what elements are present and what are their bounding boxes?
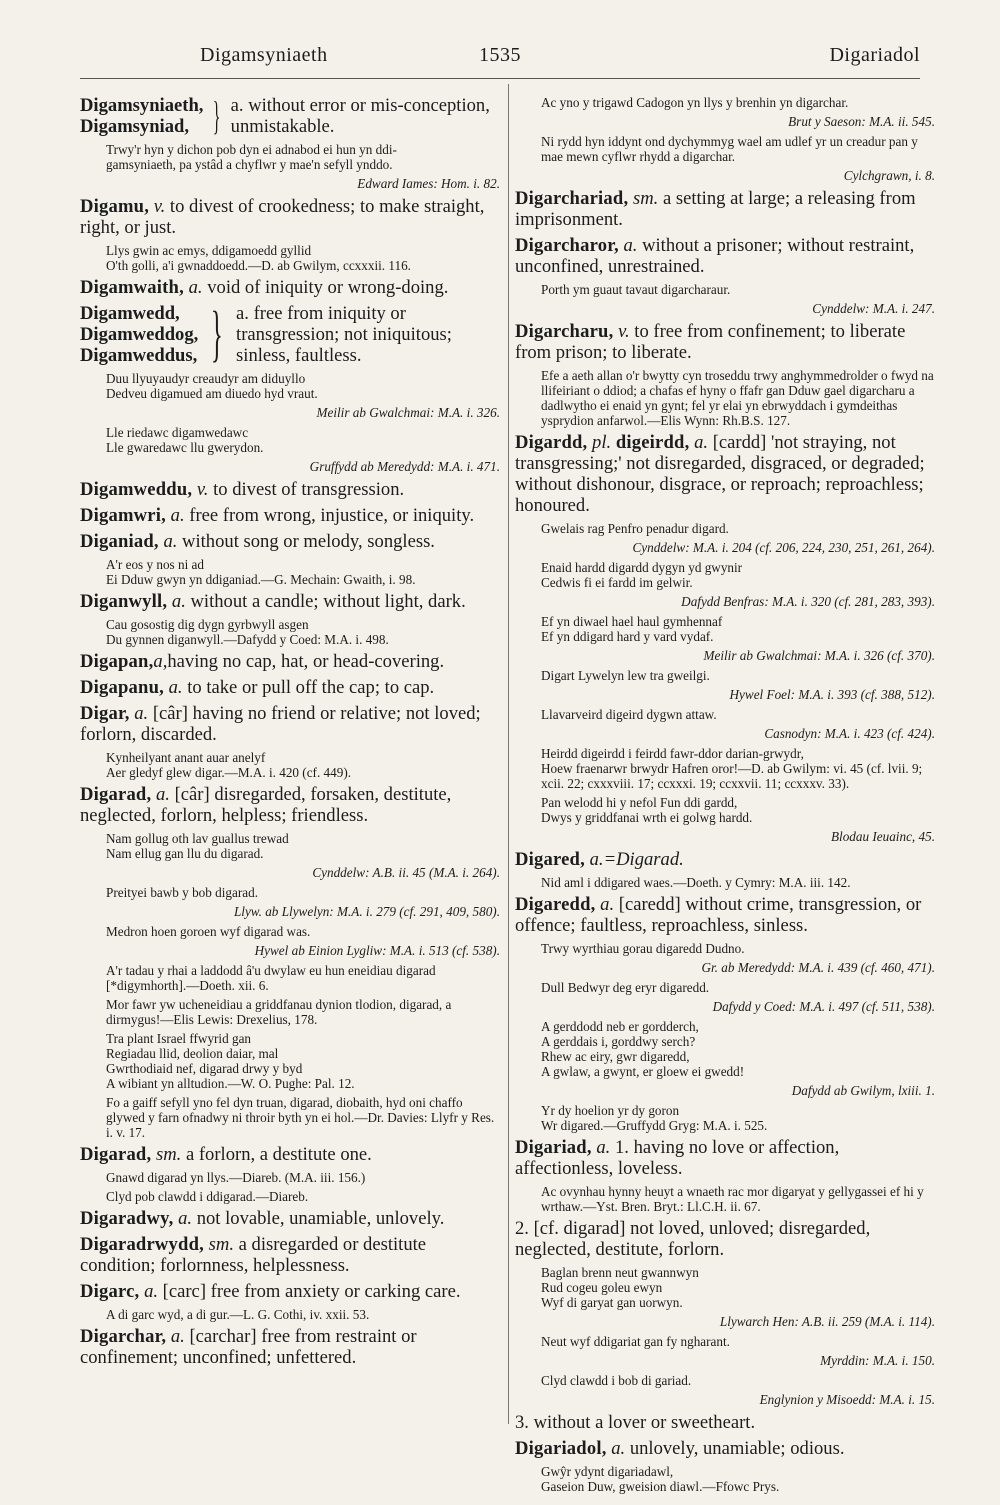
entry-digardd bbox=[515, 432, 935, 516]
left-column bbox=[80, 95, 500, 1435]
brace: } bbox=[211, 300, 224, 368]
definition: [câr] having no friend or relative; not loved; forlorn, discarded. bbox=[80, 703, 481, 745]
definition: [cardd] 'not straying, not transgressing;' not disregarded, disgraced, or degraded; without dishonour, disgrace, or reproach; reproachless; honoured. bbox=[515, 432, 925, 516]
entry-digarcharu bbox=[515, 321, 935, 363]
quotation: Fo a gaiff sefyll yno fel dyn truan, digarad, diobaith, hyd oni chaffo glywed y farn ofnadwy ni throir byth yn ei hol.—Dr. Davies: Llyfr y Res. i. v. 17. bbox=[106, 1095, 495, 1140]
quotation: Porth ym guaut tavaut digarcharaur. bbox=[541, 282, 731, 297]
headword: Digarad, bbox=[80, 784, 152, 805]
definition: not lovable, unamiable, unlovely. bbox=[196, 1208, 445, 1229]
part-of-speech: v. bbox=[196, 479, 209, 500]
entry-digapan bbox=[80, 651, 500, 672]
part-of-speech: a. bbox=[596, 1137, 611, 1158]
part-of-speech: a. bbox=[170, 1326, 185, 1347]
quotation: A gerddodd neb er gordderch, A gerddais i, gorddwy serch? Rhew ac eiry, gwr digaredd, A gwlaw, a gwynt, er gloew ei gwedd! bbox=[541, 1019, 745, 1079]
quotation: A'r tadau y rhai a laddodd â'u dwylaw eu hun eneidiau digarad [*digymhorth].—Doeth. xii. 6. bbox=[106, 963, 436, 993]
headword: Digaradrwydd, bbox=[80, 1234, 204, 1255]
definition: a setting at large; a releasing from imprisonment. bbox=[515, 188, 916, 230]
part-of-speech: a, bbox=[153, 651, 168, 672]
part-of-speech: a. bbox=[134, 703, 149, 724]
definition: free from wrong, injustice, or iniquity. bbox=[189, 505, 475, 526]
part-of-speech: a. bbox=[163, 531, 178, 552]
citation: Cynddelw: M.A. i. 204 (cf. 206, 224, 230, 251, 261, 264). bbox=[632, 540, 935, 555]
quotation: Medron hoen goroen wyf digarad was. bbox=[106, 924, 311, 939]
headword: Digarchariad, bbox=[515, 188, 629, 209]
citation: Cylchgrawn, i. 8. bbox=[843, 168, 935, 183]
headword: Digamwri, bbox=[80, 505, 166, 526]
quotation: Ac ovynhau hynny heuyt a wnaeth rac mor digaryat y gellygassei ef hi y wrthaw.—Yst. Bren. Bryt.: Ll.C.H. ii. 67. bbox=[541, 1184, 924, 1214]
entry-digarcharor bbox=[515, 235, 935, 277]
entry-digarad bbox=[80, 784, 500, 826]
entry-digaradwy bbox=[80, 1208, 500, 1229]
part-of-speech: a. bbox=[171, 591, 186, 612]
citation: Llyw. ab Llywelyn: M.A. i. 279 (cf. 291, 409, 580). bbox=[233, 904, 500, 919]
sense-2 bbox=[515, 1218, 935, 1260]
entry-digamwaith bbox=[80, 277, 500, 298]
quotation: Efe a aeth allan o'r bwytty cyn troseddu trwy anghymmedrolder o fwyd na llifeiriant o ddiod; a chafas ef hyny o ffafr gan Dduw gael digarcharu a dadlwytho ei enaid yn gynt; fel yr elai yn ebrwyddach i gymdeithas ysprydion anfarwol.—Elis Wynn: Rh.B.S. 127. bbox=[541, 368, 934, 428]
right-column bbox=[515, 95, 935, 1494]
quotation: A'r eos y nos ni ad Ei Dduw gwyn yn ddiganiad.—G. Mechain: Gwaith, i. 98. bbox=[106, 557, 416, 587]
entry-digarchar bbox=[80, 1326, 500, 1368]
definition: void of iniquity or wrong-doing. bbox=[207, 277, 449, 298]
part-of-speech: sm. bbox=[632, 188, 659, 209]
entry-digarad-sm bbox=[80, 1144, 500, 1165]
quotation: Ac yno y trigawd Cadogon yn llys y brenhin yn digarchar. bbox=[541, 95, 849, 110]
citation: Gr. ab Meredydd: M.A. i. 439 (cf. 460, 471). bbox=[701, 960, 935, 975]
entry-digariadol bbox=[515, 1438, 935, 1459]
citation: Meilir ab Gwalchmai: M.A. i. 326. bbox=[316, 405, 500, 420]
definition: [caredd] without crime, transgression, or offence; faultless, reproachless, sinless. bbox=[515, 894, 922, 936]
definition: to take or pull off the cap; to cap. bbox=[187, 677, 435, 698]
citation: Gruffydd ab Meredydd: M.A. i. 471. bbox=[309, 459, 500, 474]
part-of-speech: sm. bbox=[155, 1144, 182, 1165]
part-of-speech: a. bbox=[144, 1281, 159, 1302]
part-of-speech: sm. bbox=[208, 1234, 234, 1255]
quotation: Enaid hardd digardd dygyn yd gwynir Cedwis fi ei fardd im gelwir. bbox=[541, 560, 743, 590]
quotation: Cau gosostig dig dygn gyrbwyll asgen Du gynnen diganwyll.—Dafydd y Coed: M.A. i. 498. bbox=[106, 617, 389, 647]
definition: a. free from iniquity or transgression; not iniquitous; sinless, faultless. bbox=[236, 303, 452, 366]
headword: Digamsyniaeth, bbox=[80, 95, 204, 116]
headword: Digarcharor, bbox=[515, 235, 619, 256]
definition: to free from confinement; to liberate from prison; to liberate. bbox=[515, 321, 906, 363]
citation: Cynddelw: A.B. ii. 45 (M.A. i. 264). bbox=[312, 865, 500, 880]
definition: [cf. digarad] not loved, unloved; disregarded, neglected, destitute, forlorn. bbox=[515, 1218, 871, 1260]
entry-digared bbox=[515, 849, 935, 870]
quotation: Llavarveird digeird dygwn attaw. bbox=[541, 707, 717, 722]
definition: without a prisoner; without restraint, unconfined, unrestrained. bbox=[515, 235, 915, 277]
page-number: 1535 bbox=[479, 44, 521, 66]
part-of-speech: a. bbox=[589, 849, 604, 870]
quotation: Duu llyuyaudyr creaudyr am diduyllo Dedveu digamued am diuedo hyd vraut. bbox=[106, 371, 318, 401]
quotation: Trwy'r hyn y dichon pob dyn ei adnabod ei hun yn ddi- gamsyniaeth, pa ystâd a chyflwr y mae'n sefyll ynddo. bbox=[106, 142, 397, 172]
quotation: Gnawd digarad yn llys.—Diareb. (M.A. iii. 156.) bbox=[106, 1170, 366, 1185]
headword: Digarc, bbox=[80, 1281, 140, 1302]
quotation: Ef yn diwael hael haul gymhennaf Ef yn ddigard hard y vard vydaf. bbox=[541, 614, 723, 644]
headword: Digariad, bbox=[515, 1137, 592, 1158]
entry-digapanu bbox=[80, 677, 500, 698]
headword: Digar, bbox=[80, 703, 130, 724]
citation: Edward Iames: Hom. i. 82. bbox=[357, 176, 500, 191]
quotation: Dull Bedwyr deg eryr digaredd. bbox=[541, 980, 710, 995]
definition: =Digarad. bbox=[603, 849, 684, 870]
entry-digamsyniaeth bbox=[80, 95, 500, 137]
definition: 1. having no love or affection, affectionless, loveless. bbox=[515, 1137, 840, 1179]
entry-diganwyll bbox=[80, 591, 500, 612]
quotation: Ni rydd hyn iddynt ond dychymmyg wael am udlef yr un creadur pan y mae mewn cyflwr rhydd a digarchar. bbox=[541, 134, 918, 164]
quotation: Nid aml i ddigared waes.—Doeth. y Cymry: M.A. iii. 142. bbox=[541, 875, 851, 890]
citation: Myrddin: M.A. i. 150. bbox=[820, 1353, 935, 1368]
entry-digar bbox=[80, 703, 500, 745]
headword: Digamweddog, bbox=[80, 324, 199, 345]
part-of-speech: a. bbox=[170, 505, 185, 526]
sense-number: 3. bbox=[515, 1412, 529, 1433]
citation: Cynddelw: M.A. i. 247. bbox=[812, 301, 935, 316]
entry-diganiad bbox=[80, 531, 500, 552]
citation: Englynion y Misoedd: M.A. i. 15. bbox=[759, 1392, 935, 1407]
quotation: A di garc wyd, a di gur.—L. G. Cothi, iv. xxii. 53. bbox=[106, 1307, 370, 1322]
definition: having no cap, hat, or head-covering. bbox=[167, 651, 445, 672]
quotation: Gwelais rag Penfro penadur digard. bbox=[541, 521, 729, 536]
definition: [câr] disregarded, forsaken, destitute, neglected, forlorn, helpless; friendless. bbox=[80, 784, 452, 826]
headword: Digamsyniad, bbox=[80, 116, 190, 137]
headword: Digariadol, bbox=[515, 1438, 607, 1459]
definition: a. without error or mis-conception, unmistakable. bbox=[230, 95, 490, 137]
header-right-word: Digariadol bbox=[829, 44, 920, 66]
quotation: Clyd pob clawdd i ddigarad.—Diareb. bbox=[106, 1189, 309, 1204]
definition: unlovely, unamiable; odious. bbox=[629, 1438, 845, 1459]
entry-digamwri bbox=[80, 505, 500, 526]
definition: without a lover or sweetheart. bbox=[533, 1412, 756, 1433]
citation: Dafydd Benfras: M.A. i. 320 (cf. 281, 283, 393). bbox=[681, 594, 935, 609]
quotation: Baglan brenn neut gwannwyn Rud cogeu goleu ewyn Wyf di garyat gan uorwyn. bbox=[541, 1265, 699, 1310]
part-of-speech: a. bbox=[155, 784, 170, 805]
quotation: Mor fawr yw ucheneidiau a griddfanau dynion tlodion, digarad, a dirmygus!—Elis Lewis: Drexelius, 178. bbox=[106, 997, 452, 1027]
definition: to divest of transgression. bbox=[213, 479, 405, 500]
part-of-speech: a. bbox=[611, 1438, 626, 1459]
header-rule bbox=[80, 78, 920, 79]
citation: Blodau Ieuainc, 45. bbox=[830, 829, 935, 844]
entry-digamwedd bbox=[80, 300, 500, 368]
quotation: Clyd clawdd i bob di gariad. bbox=[541, 1373, 692, 1388]
citation: Hywel ab Einion Lygliw: M.A. i. 513 (cf. 538). bbox=[254, 943, 500, 958]
definition: [carchar] free from restraint or confinement; unconfined; unfettered. bbox=[80, 1326, 417, 1368]
part-of-speech: pl. bbox=[592, 432, 612, 453]
quotation: Digart Lywelyn lew tra gweilgi. bbox=[541, 668, 710, 683]
brace: } bbox=[213, 93, 221, 138]
headword: Digarad, bbox=[80, 1144, 152, 1165]
part-of-speech: a. bbox=[600, 894, 615, 915]
quotation: Heirdd digeirdd i feirdd fawr-ddor darian-grwydr, Hoew fraenarwr brwydr Hafren oror!—D. ab Gwilym: vi. 45 (cf. lvii. 9; xcii. 22; cxxxviii. 17; ccxxxi. 19; ccxxvii. 11; ccxxxv. 33). bbox=[541, 746, 923, 791]
quotation: Llys gwin ac emys, ddigamoedd gyllid O'th golli, a'i gwnaddoedd.—D. ab Gwilym, ccxxxii. 116. bbox=[106, 243, 411, 273]
part-of-speech: v. bbox=[153, 196, 166, 217]
definition: a disregarded or destitute condition; forlornness, helplessness. bbox=[80, 1234, 427, 1276]
quotation: Nam gollug oth lav guallus trewad Nam ellug gan llu du digarad. bbox=[106, 831, 289, 861]
quotation: Trwy wyrthiau gorau digaredd Dudno. bbox=[541, 941, 745, 956]
headword: Diganiad, bbox=[80, 531, 159, 552]
citation: Brut y Saeson: M.A. ii. 545. bbox=[788, 114, 935, 129]
entry-digarc bbox=[80, 1281, 500, 1302]
quotation: Pan welodd hi y nefol Fun ddi gardd, Dwys y griddfanai wrth ei golwg hardd. bbox=[541, 795, 753, 825]
header-left-word: Digamsyniaeth bbox=[200, 44, 328, 66]
headword: Digaredd, bbox=[515, 894, 596, 915]
headword: Digared, bbox=[515, 849, 585, 870]
part-of-speech: a. bbox=[694, 432, 709, 453]
headword: Digaradwy, bbox=[80, 1208, 174, 1229]
entry-digariad bbox=[515, 1137, 935, 1179]
part-of-speech: a. bbox=[188, 277, 203, 298]
definition: without song or melody, songless. bbox=[182, 531, 435, 552]
entry-digaredd bbox=[515, 894, 935, 936]
headword: Digapan, bbox=[80, 651, 154, 672]
citation: Meilir ab Gwalchmai: M.A. i. 326 (cf. 370). bbox=[703, 648, 935, 663]
headword: Digamweddu, bbox=[80, 479, 193, 500]
headword: Digamu, bbox=[80, 196, 150, 217]
quotation: Gwŷr ydynt digariadawl, Gaseion Duw, gweision diawl.—Ffowc Prys. bbox=[541, 1464, 780, 1494]
quotation: Preityei bawb y bob digarad. bbox=[106, 885, 258, 900]
definition: a forlorn, a destitute one. bbox=[185, 1144, 372, 1165]
quotation: Kynheilyant anant auar anelyf Aer gledyf glew digar.—M.A. i. 420 (cf. 449). bbox=[106, 750, 352, 780]
definition: to divest of crookedness; to make straight, right, or just. bbox=[80, 196, 485, 238]
entry-digamu bbox=[80, 196, 500, 238]
part-of-speech: v. bbox=[618, 321, 630, 342]
headword: Digarchar, bbox=[80, 1326, 167, 1347]
quotation: Lle riedawc digamwedawc Lle gwaredawc llu gwerydon. bbox=[106, 425, 264, 455]
headword: Digamweddus, bbox=[80, 345, 198, 366]
entry-digaradrwydd bbox=[80, 1234, 500, 1276]
definition: without a candle; without light, dark. bbox=[190, 591, 466, 612]
column-divider bbox=[508, 84, 509, 1424]
running-head bbox=[80, 44, 920, 74]
citation: Llywarch Hen: A.B. ii. 259 (M.A. i. 114). bbox=[719, 1314, 935, 1329]
citation: Dafydd ab Gwilym, lxiii. 1. bbox=[791, 1083, 935, 1098]
sense-3 bbox=[515, 1412, 935, 1433]
headword: Digarcharu, bbox=[515, 321, 614, 342]
part-of-speech: a. bbox=[168, 677, 183, 698]
headword: Digamwaith, bbox=[80, 277, 184, 298]
definition: [carc] free from anxiety or carking care. bbox=[162, 1281, 461, 1302]
quotation: Tra plant Israel ffwyrid gan Regiadau llid, deolion daiar, mal Gwrthodiaid nef, digarad drwy y byd A wibiant yn alltudion.—W. O. Pughe: Pal. 12. bbox=[106, 1031, 355, 1091]
quotation: Yr dy hoelion yr dy goron Wr digared.—Gruffydd Gryg: M.A. i. 525. bbox=[541, 1103, 768, 1133]
entry-digarchariad bbox=[515, 188, 935, 230]
headword: Diganwyll, bbox=[80, 591, 168, 612]
plural-form: digeirdd, bbox=[615, 432, 690, 453]
headword: Digamwedd, bbox=[80, 303, 180, 324]
part-of-speech: a. bbox=[623, 235, 638, 256]
citation: Hywel Foel: M.A. i. 393 (cf. 388, 512). bbox=[729, 687, 935, 702]
part-of-speech: a. bbox=[178, 1208, 193, 1229]
entry-digamweddu bbox=[80, 479, 500, 500]
citation: Dafydd y Coed: M.A. i. 497 (cf. 511, 538). bbox=[712, 999, 935, 1014]
quotation: Neut wyf ddigariat gan fy ngharant. bbox=[541, 1334, 730, 1349]
headword: Digardd, bbox=[515, 432, 588, 453]
headword: Digapanu, bbox=[80, 677, 164, 698]
citation: Casnodyn: M.A. i. 423 (cf. 424). bbox=[764, 726, 935, 741]
sense-number: 2. bbox=[515, 1218, 529, 1239]
